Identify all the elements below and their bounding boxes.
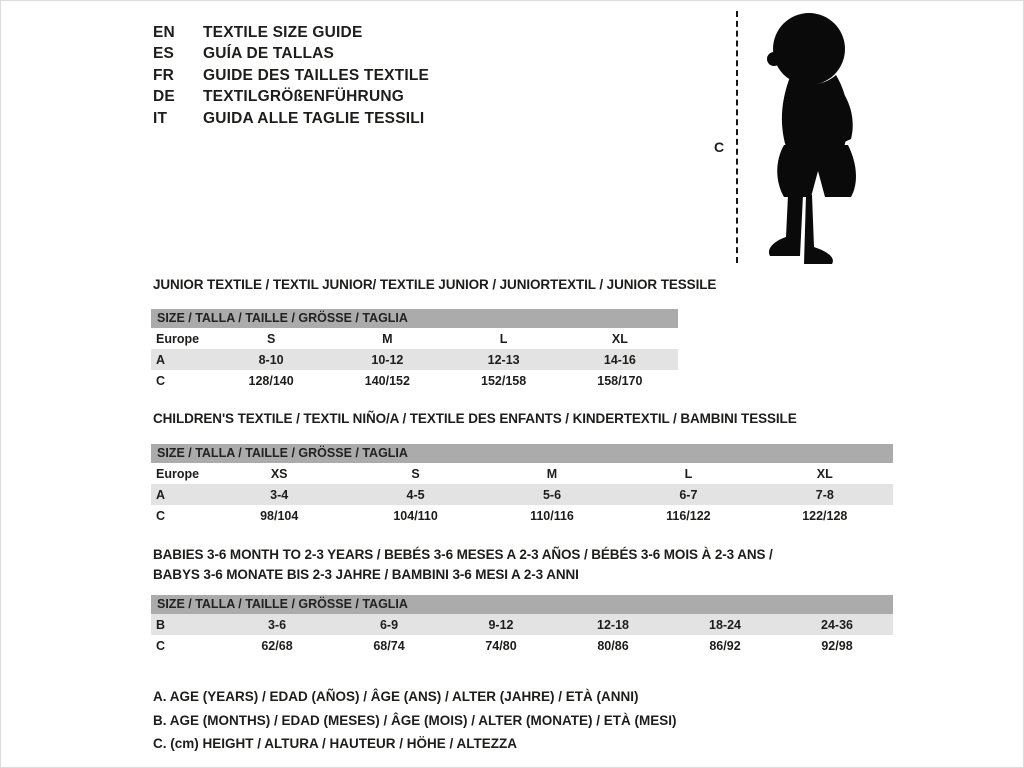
table-cell: S <box>266 331 276 346</box>
table-cell: 98/104 <box>260 508 299 523</box>
guide-title-en: TEXTILE SIZE GUIDE <box>203 24 363 41</box>
legend-line-c: C. (cm) HEIGHT / ALTURA / HAUTEUR / HÖHE / ALTEZZA <box>153 736 517 752</box>
table-row-age <box>151 484 893 505</box>
height-measure-label: C <box>714 139 725 155</box>
language-row-de <box>153 86 429 107</box>
height-measure-figure <box>704 9 886 271</box>
table-cell: 140/152 <box>364 373 410 388</box>
table-cell: 104/110 <box>393 508 438 523</box>
babies-section-title <box>153 545 773 585</box>
size-header-bar: SIZE / TALLA / TAILLE / GRÖSSE / TAGLIA <box>151 595 893 614</box>
table-cell: 128/140 <box>248 373 294 388</box>
table-row-age <box>151 349 678 370</box>
table-cell: 74/80 <box>485 638 517 653</box>
table-cell: M <box>546 466 558 481</box>
table-cell: 18-24 <box>709 617 741 632</box>
language-code: ES <box>153 45 175 63</box>
table-cell: 80/86 <box>597 638 629 653</box>
babies-title-line1: BABIES 3-6 MONTH TO 2-3 YEARS / BEBÉS 3-6 MESES A 2-3 AÑOS / BÉBÉS 3-6 MOIS À 2-3 ANS / <box>153 547 773 562</box>
table-cell: 24-36 <box>821 617 853 632</box>
table-cell: 12-13 <box>487 352 520 367</box>
table-row-height <box>151 635 893 656</box>
table-cell: 14-16 <box>603 352 636 367</box>
table-row-months <box>151 614 893 635</box>
language-code: FR <box>153 66 175 84</box>
table-cell: 4-5 <box>406 487 425 502</box>
legend-line-b: B. AGE (MONTHS) / EDAD (MESES) / ÂGE (MOIS) / ALTER (MONATE) / ETÀ (MESI) <box>153 712 677 728</box>
table-cell: L <box>499 331 508 346</box>
table-cell: 92/98 <box>821 638 853 653</box>
children-section-title: CHILDREN'S TEXTILE / TEXTIL NIÑO/A / TEXTILE DES ENFANTS / KINDERTEXTIL / BAMBINI TESSILE <box>153 411 797 426</box>
language-row-en <box>153 22 429 43</box>
baby-silhouette-icon <box>746 9 878 269</box>
table-row-height <box>151 505 893 526</box>
guide-title-it: GUIDA ALLE TAGLIE TESSILI <box>203 109 425 127</box>
table-cell: XS <box>270 466 288 481</box>
table-cell: 110/116 <box>530 508 574 523</box>
table-cell: S <box>411 466 420 481</box>
junior-section-title: JUNIOR TEXTILE / TEXTIL JUNIOR/ TEXTILE JUNIOR / JUNIORTEXTIL / JUNIOR TESSILE <box>153 277 717 292</box>
language-code: EN <box>153 24 175 41</box>
language-guide <box>153 22 429 129</box>
language-row-es <box>153 43 429 64</box>
table-cell: M <box>382 331 393 346</box>
guide-title-de: TEXTILGRÖßENFÜHRUNG <box>203 88 404 106</box>
height-dashed-line <box>736 11 738 263</box>
size-header-bar: SIZE / TALLA / TAILLE / GRÖSSE / TAGLIA <box>151 309 678 328</box>
table-cell: 5-6 <box>542 487 562 502</box>
guide-title-fr: GUIDE DES TAILLES TEXTILE <box>203 66 430 84</box>
table-cell: 116/122 <box>666 508 711 523</box>
row-label: C <box>156 373 166 388</box>
language-code: IT <box>153 109 168 127</box>
legend-line-a: A. AGE (YEARS) / EDAD (AÑOS) / ÂGE (ANS) / ALTER (JAHRE) / ETÀ (ANNI) <box>153 689 639 704</box>
row-label: C <box>156 638 166 653</box>
table-cell: 122/128 <box>802 508 848 523</box>
table-cell: 12-18 <box>597 617 629 632</box>
table-cell: L <box>684 466 693 481</box>
row-label: A <box>156 352 166 367</box>
table-row-height <box>151 370 678 391</box>
children-size-table <box>151 444 893 526</box>
table-cell: 8-10 <box>258 352 284 367</box>
table-cell: XL <box>611 331 628 346</box>
table-row-europe <box>151 328 678 349</box>
row-label: Europe <box>156 331 200 346</box>
table-cell: 62/68 <box>261 638 293 653</box>
language-row-it <box>153 108 429 129</box>
babies-size-table <box>151 595 893 656</box>
table-row-europe <box>151 463 893 484</box>
table-cell: 10-12 <box>371 352 404 367</box>
language-row-fr <box>153 65 429 86</box>
table-cell: 6-7 <box>679 487 698 502</box>
row-label: A <box>156 487 166 502</box>
babies-title-line2: BABYS 3-6 MONATE BIS 2-3 JAHRE / BAMBINI 3-6 MESI A 2-3 ANNI <box>153 567 579 582</box>
table-cell: 6-9 <box>379 617 399 632</box>
table-cell: 3-6 <box>267 617 287 632</box>
table-cell: 86/92 <box>709 638 741 653</box>
table-cell: 68/74 <box>373 638 405 653</box>
row-label: Europe <box>156 466 200 481</box>
junior-size-table <box>151 309 678 391</box>
table-cell: 7-8 <box>815 487 834 502</box>
row-label: C <box>156 508 166 523</box>
guide-title-es: GUÍA DE TALLAS <box>203 45 335 63</box>
table-cell: XL <box>816 466 833 481</box>
table-cell: 3-4 <box>270 487 289 502</box>
table-cell: 9-12 <box>488 617 514 632</box>
legend <box>153 685 676 756</box>
language-code: DE <box>153 88 175 106</box>
table-cell: 152/158 <box>481 373 527 388</box>
table-cell: 158/170 <box>597 373 643 388</box>
row-label: B <box>156 617 166 632</box>
size-header-bar: SIZE / TALLA / TAILLE / GRÖSSE / TAGLIA <box>151 444 893 463</box>
